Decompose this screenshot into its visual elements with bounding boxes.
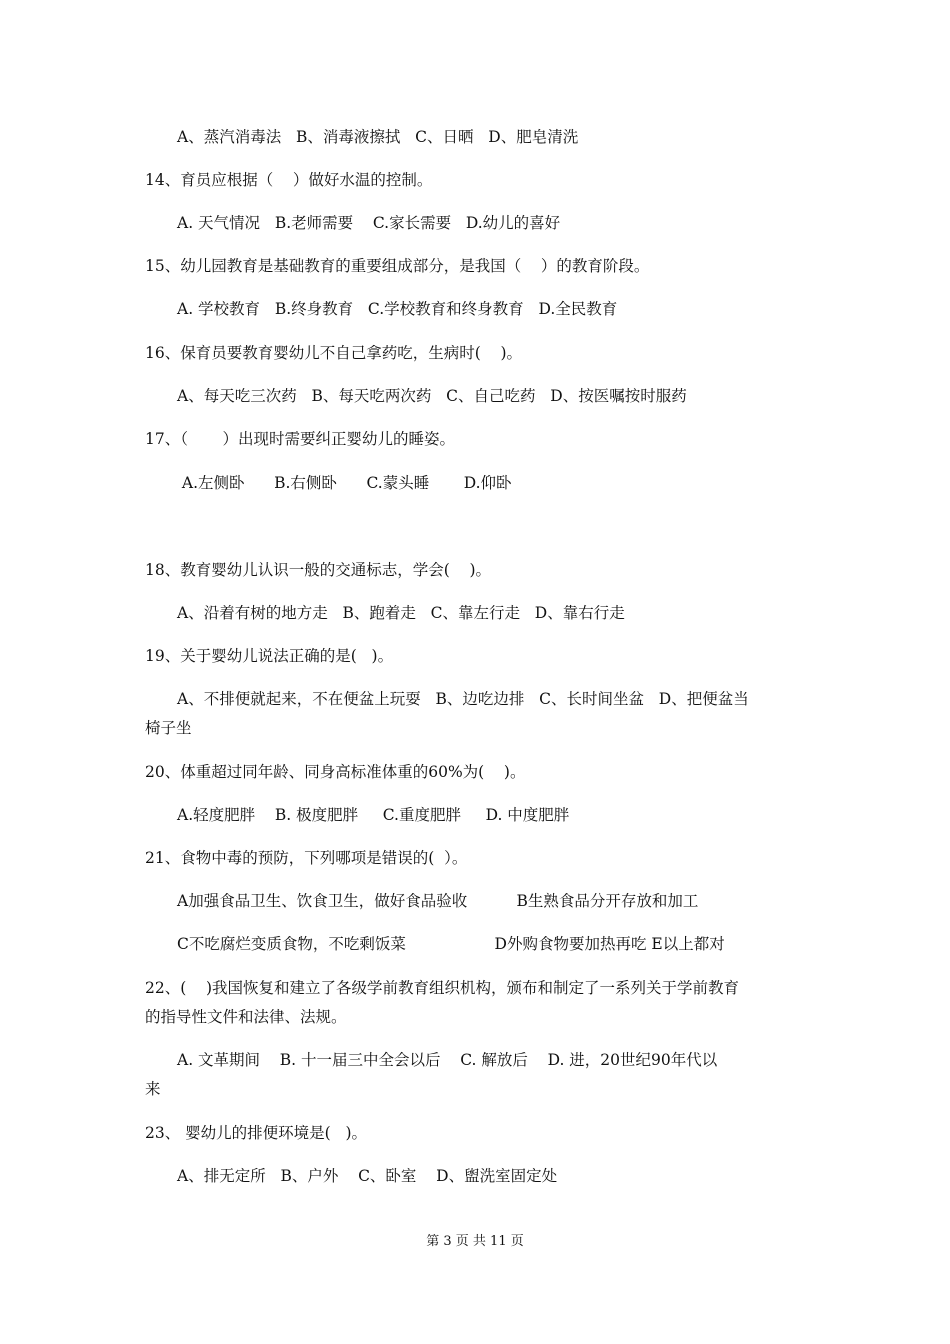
question-22-cont: 的指导性文件和法律、法规。 (145, 1008, 347, 1026)
q21-options-2: C不吃腐烂变质食物，不吃剩饭菜 D外购食物要加热再吃 E以上都对 (177, 935, 725, 953)
question-19: 19、关于婴幼儿说法正确的是( )。 (145, 647, 394, 665)
question-23: 23、 婴幼儿的排便环境是( )。 (145, 1124, 368, 1142)
q18-options: A、沿着有树的地方走 B、跑着走 C、靠左行走 D、靠右行走 (177, 604, 625, 622)
page-footer: 第 3 页 共 11 页 (426, 1234, 524, 1249)
question-21: 21、食物中毒的预防，下列哪项是错误的( ）。 (145, 849, 468, 867)
q17-options: A.左侧卧 B.右侧卧 C.蒙头睡 D.仰卧 (177, 474, 512, 492)
question-15: 15、幼儿园教育是基础教育的重要组成部分，是我国（ ）的教育阶段。 (145, 257, 650, 275)
q19-options-cont: 椅子坐 (145, 719, 192, 737)
q16-options: A、每天吃三次药 B、每天吃两次药 C、自己吃药 D、按医嘱按时服药 (177, 387, 687, 405)
question-18: 18、教育婴幼儿认识一般的交通标志，学会( )。 (145, 561, 492, 579)
question-16: 16、保育员要教育婴幼儿不自己拿药吃，生病时( )。 (145, 344, 523, 362)
q20-options: A.轻度肥胖 B. 极度肥胖 C.重度肥胖 D. 中度肥胖 (177, 806, 570, 824)
q22-options: A. 文革期间 B. 十一届三中全会以后 C. 解放后 D. 进，20世纪90年代以 (177, 1051, 718, 1069)
q14-options: A. 天气情况 B.老师需要 C.家长需要 D.幼儿的喜好 (177, 214, 561, 232)
q23-options: A、排无定所 B、户外 C、卧室 D、盥洗室固定处 (177, 1167, 558, 1185)
q15-options: A. 学校教育 B.终身教育 C.学校教育和终身教育 D.全民教育 (177, 300, 618, 318)
question-22: 22、( )我国恢复和建立了各级学前教育组织机构，颁布和制定了一系列关于学前教育 (145, 979, 740, 997)
question-17: 17、（ ）出现时需要纠正婴幼儿的睡姿。 (145, 430, 455, 448)
q19-options: A、不排便就起来，不在便盆上玩耍 B、边吃边排 C、长时间坐盆 D、把便盆当 (177, 690, 749, 708)
q21-options-1: A加强食品卫生、饮食卫生，做好食品验收 B生熟食品分开存放和加工 (177, 892, 699, 910)
question-14: 14、育员应根据（ ）做好水温的控制。 (145, 171, 433, 189)
question-20: 20、体重超过同年龄、同身高标准体重的60%为( )。 (145, 763, 526, 781)
q13-options: A、蒸汽消毒法 B、消毒液擦拭 C、日晒 D、肥皂清洗 (177, 128, 579, 146)
q22-options-cont: 来 (145, 1080, 161, 1098)
